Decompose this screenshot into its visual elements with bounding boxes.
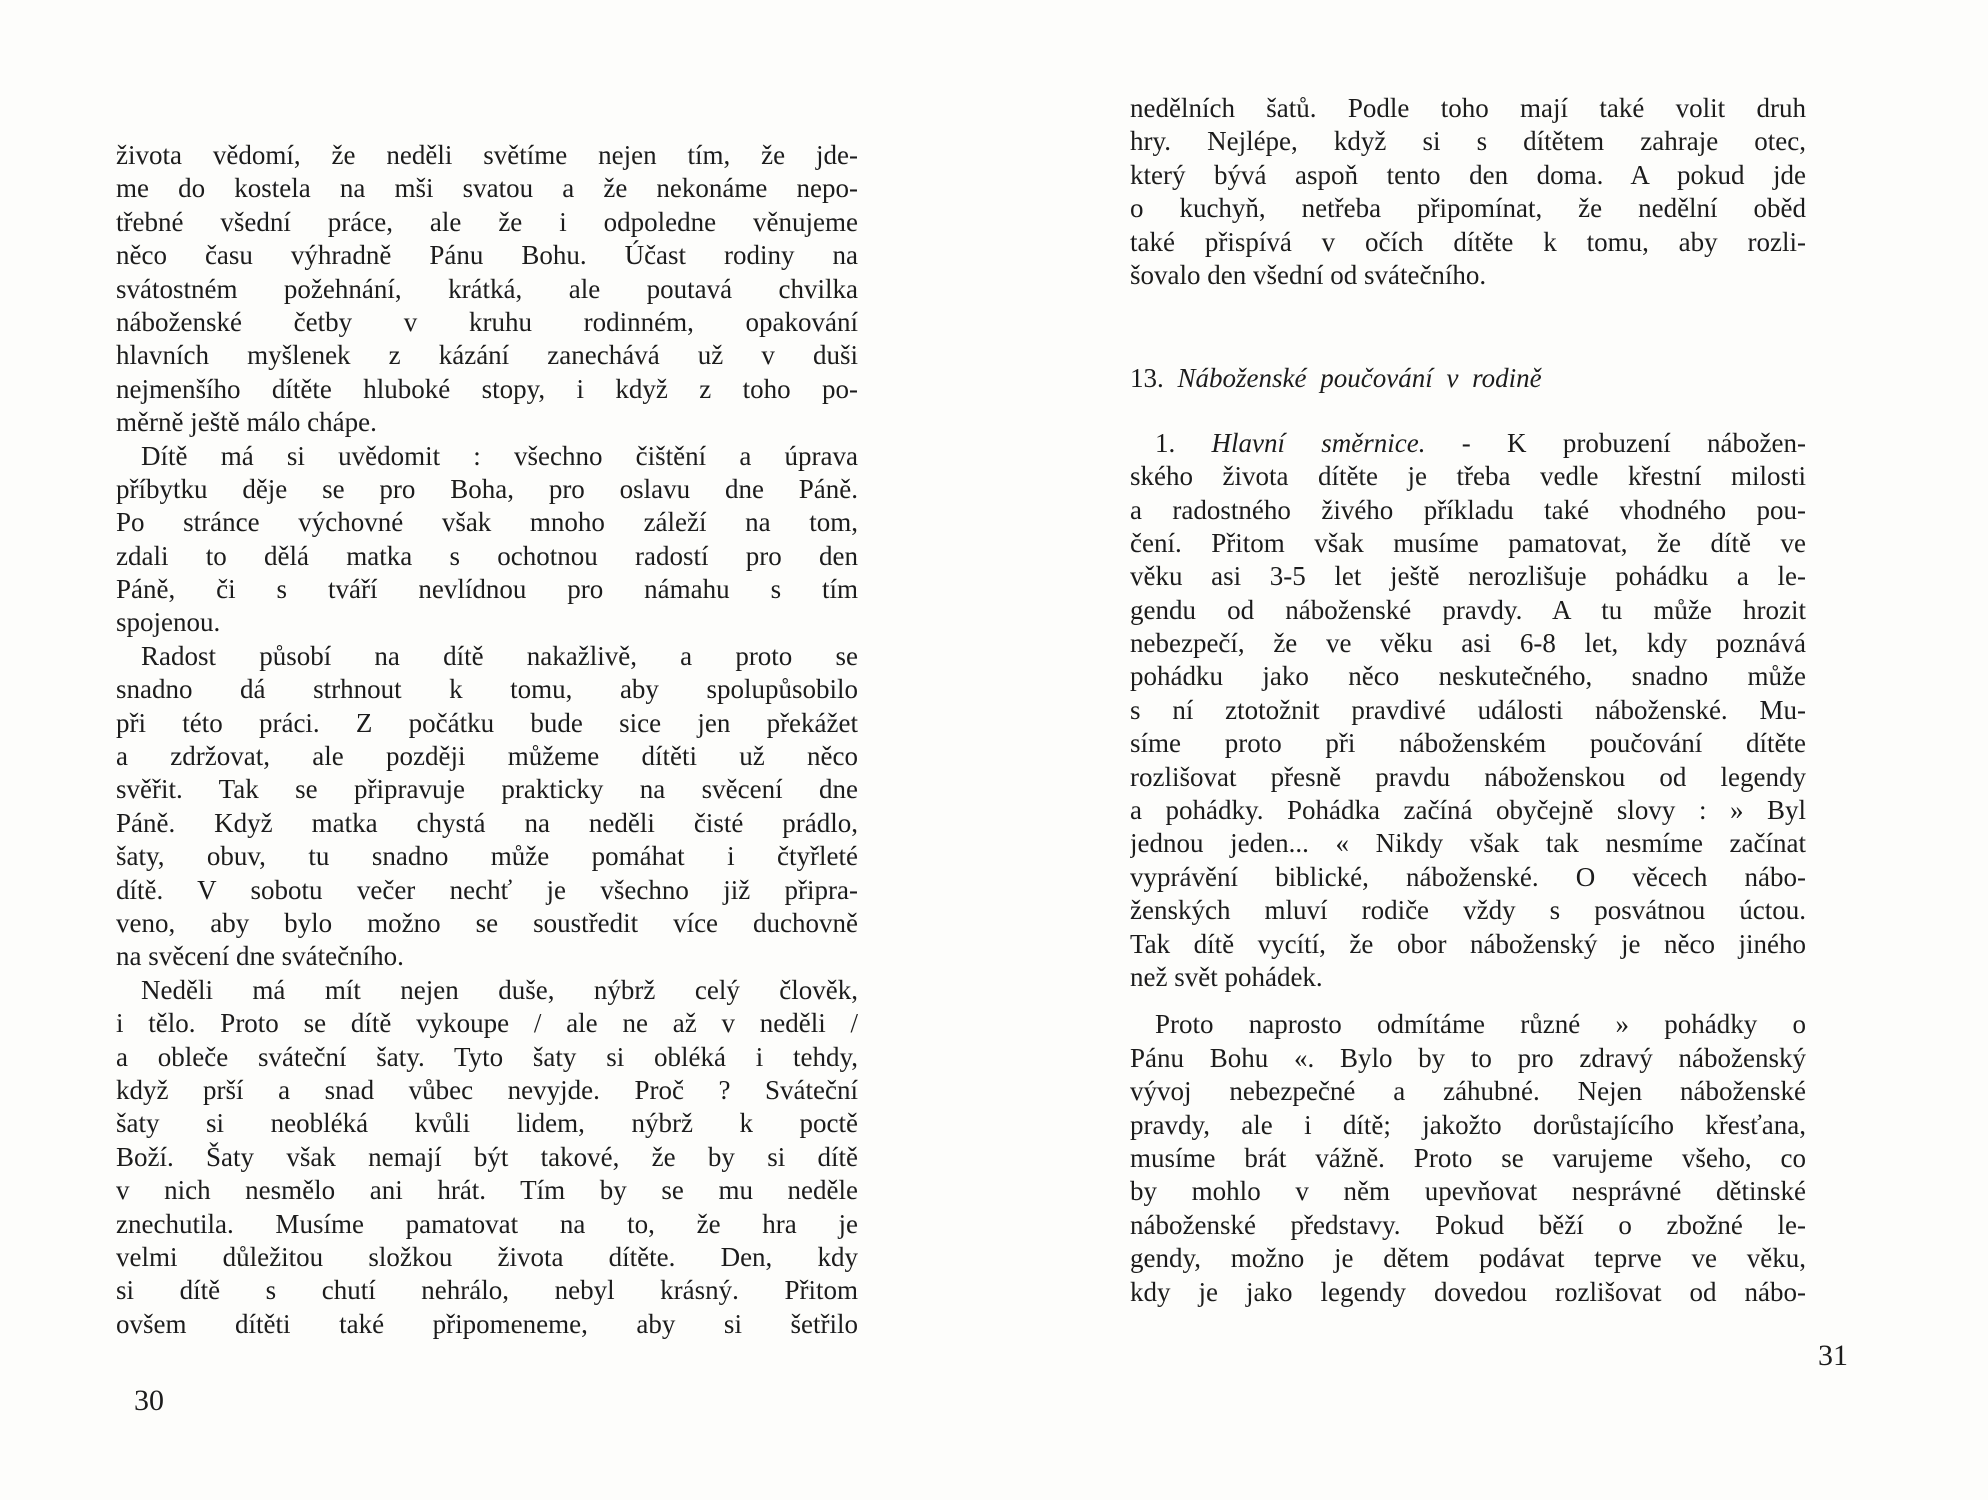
text: spojenou. [116,607,221,638]
text: a radostného živého příkladu také vhodného pou- [1130,494,1806,525]
text-line [1130,427,1806,460]
text-line [116,306,858,339]
text-line [1130,827,1806,860]
text: svátostném požehnání, krátká, ale poutavá chvilka [116,273,858,304]
text-line [1130,527,1806,560]
text-line [116,1208,858,1241]
text: i tělo. Proto se dítě vykoupe / ale ne až v neděli / [116,1008,858,1039]
text-line [1130,494,1806,527]
text-line [1130,594,1806,627]
text-line [116,1007,858,1040]
text-line [1130,560,1806,593]
text: 13. [1130,363,1178,394]
text-line [116,339,858,372]
text: by mohlo v něm upevňovat nesprávné dětinské [1130,1176,1806,1207]
text: příbytku děje se pro Boha, pro oslavu dne Páně. [116,473,858,504]
text: ovšem dítěti také připomeneme, aby si šetřilo [116,1308,858,1339]
text: při této práci. Z počátku bude sice jen překážet [116,707,858,738]
text-line [116,273,858,306]
text: v nich nesmělo ani hrát. Tím by se mu neděle [116,1175,858,1206]
text: rozlišovat přesně pravdu náboženskou od legendy [1130,761,1806,792]
text: Pánu Bohu «. Bylo by to pro zdravý náboženský [1130,1042,1806,1073]
text: dítě. V sobotu večer nechť je všechno již připra- [116,874,858,905]
text-line [1130,961,1806,994]
text-line [1130,192,1806,225]
text-line [116,840,858,873]
text-line [1130,125,1806,158]
text-line [116,606,858,639]
paragraph [1130,92,1806,292]
text: Radost působí na dítě nakažlivě, a proto se [141,640,858,671]
italic-text: Hlavní směrnice. [1211,427,1426,458]
text: hry. Nejlépe, když si s dítětem zahraje otec, [1130,126,1806,157]
text: Proto naprosto odmítáme různé » pohádky o [1155,1009,1806,1040]
paragraph [116,139,858,440]
text-line [116,940,858,973]
text: něco času výhradně Pánu Bohu. Účast rodiny na [116,240,858,271]
text: snadno dá strhnout k tomu, aby spolupůsobilo [116,674,858,705]
text: ženských mluví rodiče vždy s posvátnou úctou. [1130,895,1806,926]
text: šaty si neobléká kvůli lidem, nýbrž k poctě [116,1108,858,1139]
text-line [1130,1175,1806,1208]
text-line [116,139,858,172]
page-number-right: 31 [1818,1339,1848,1372]
text: veno, aby bylo možno se soustředit více duchovně [116,907,858,938]
text: gendy, možno je dětem podávat teprve ve věku, [1130,1243,1806,1274]
text: ského života dítěte je třeba vedle křestní milosti [1130,461,1806,492]
text-line [116,440,858,473]
text: o kuchyň, netřeba připomínat, že nedělní oběd [1130,193,1806,224]
text-line [116,673,858,706]
text-line [1130,1242,1806,1275]
text-line [1130,627,1806,660]
text: vyprávění biblické, náboženské. O věcech nábo- [1130,861,1806,892]
text-line [1130,660,1806,693]
text: Dítě má si uvědomit : všechno čištění a úprava [141,440,858,471]
text: který bývá aspoň tento den doma. A pokud jde [1130,159,1806,190]
text: a pohádky. Pohádka začíná obyčejně slovy : » Byl [1130,795,1806,826]
text-line [116,874,858,907]
text: svěřit. Tak se připravuje prakticky na svěcení dne [116,774,858,805]
text: - K probuzení nábožen- [1425,427,1806,458]
text-line [1130,928,1806,961]
text-line [116,1274,858,1307]
text: gendu od náboženské pravdy. A tu může hrozit [1130,594,1806,625]
text-line [116,506,858,539]
text: náboženské četby v kruhu rodinném, opakování [116,306,858,337]
text-line [1130,1276,1806,1309]
text-line [1130,694,1806,727]
text: me do kostela na mši svatou a že nekonáme nepo- [116,173,858,204]
text: pravdy, ale i dítě; jakožto dorůstajícího křesťana, [1130,1109,1806,1140]
text: a obleče sváteční šaty. Tyto šaty si obléká i tehdy, [116,1041,858,1072]
text-line [1130,92,1806,125]
text-line [1130,159,1806,192]
text-line [1130,794,1806,827]
text: vývoj nebezpečné a záhubné. Nejen náboženské [1130,1076,1806,1107]
text-line [116,1107,858,1140]
page-number-left: 30 [134,1384,164,1417]
section-heading [1130,362,1806,395]
text: šovalo den všední od svátečního. [1130,259,1487,290]
text: jednou jeden... « Nikdy však tak nesmíme začínat [1130,828,1806,859]
text-line [116,1308,858,1341]
text-line [116,406,858,439]
text-line [1130,1109,1806,1142]
text: na svěcení dne svátečního. [116,941,404,972]
text: nebezpečí, že ve věku asi 6-8 let, kdy poznává [1130,628,1806,659]
text: když prší a snad vůbec nevyjde. Proč ? Sváteční [116,1074,858,1105]
text: zdali to dělá matka s ochotnou radostí pro den [116,540,858,571]
italic-text: Náboženské poučování v rodině [1177,363,1542,394]
text: síme proto při náboženském poučování dítěte [1130,728,1806,759]
text-line [116,1141,858,1174]
text-line [116,540,858,573]
text-line [116,373,858,406]
paragraph [1130,427,1806,995]
text-line [1130,894,1806,927]
text-line [116,206,858,239]
text: pohádku jako něco neskutečného, snadno může [1130,661,1806,692]
text-line [1130,1142,1806,1175]
text: nejmenšího dítěte hluboké stopy, i když z toho po- [116,373,858,404]
text: musíme brát vážně. Proto se varujeme všeho, co [1130,1142,1806,1173]
text-line [1130,1209,1806,1242]
text: hlavních myšlenek z kázání zanechává už v duši [116,340,858,371]
paragraph [116,640,858,974]
text: náboženské představy. Pokud běží o zbožné le- [1130,1209,1806,1240]
text-line [116,172,858,205]
text-line [1130,362,1806,395]
text-line [116,807,858,840]
text: velmi důležitou složkou života dítěte. Den, kdy [116,1241,858,1272]
text: Po stránce výchovné však mnoho záleží na tom, [116,507,858,538]
text: Páně. Když matka chystá na neděli čisté prádlo, [116,807,858,838]
text: si dítě s chutí nehrálo, nebyl krásný. Přitom [116,1275,858,1306]
text-line [116,1041,858,1074]
text-line [1130,460,1806,493]
text-line [1130,1008,1806,1041]
text: čení. Přitom však musíme pamatovat, že dítě ve [1130,527,1806,558]
text-line [116,974,858,1007]
text-line [1130,259,1806,292]
text-line [1130,226,1806,259]
text: znechutila. Musíme pamatovat na to, že hra je [116,1208,858,1239]
text-line [1130,727,1806,760]
text: šaty, obuv, tu snadno může pomáhat i čtyřleté [116,841,858,872]
text: než svět pohádek. [1130,961,1323,992]
text-line [116,740,858,773]
text: s ní ztotožnit pravdivé události náboženské. Mu- [1130,694,1806,725]
paragraph [116,974,858,1341]
text: nedělních šatů. Podle toho mají také volit druh [1130,93,1806,123]
text: a zdržovat, ale později můžeme dítěti už něco [116,741,858,772]
text: měrně ještě málo chápe. [116,407,377,438]
text-line [116,1074,858,1107]
paragraph [1130,1008,1806,1309]
text-line [1130,861,1806,894]
right-text-column [1130,92,1806,1309]
text: 1. [1155,427,1212,458]
text-line [116,1174,858,1207]
text: Neděli má mít nejen duše, nýbrž celý člověk, [141,974,858,1005]
text: třebné všední práce, ale že i odpoledne věnujeme [116,206,858,237]
text-line [116,573,858,606]
text-line [116,239,858,272]
text-line [116,707,858,740]
text-line [1130,1075,1806,1108]
text: Páně, či s tváří nevlídnou pro námahu s tím [116,574,858,605]
left-text-column [116,139,858,1341]
text-line [1130,1042,1806,1075]
text: kdy je jako legendy dovedou rozlišovat od nábo- [1130,1276,1806,1307]
text: života vědomí, že neděli světíme nejen tím, že jde- [116,140,858,170]
text: Boží. Šaty však nemají být takové, že by si dítě [116,1141,858,1172]
text-line [116,640,858,673]
text-line [116,1241,858,1274]
paragraph [116,440,858,640]
text-line [116,907,858,940]
text: věku asi 3-5 let ještě nerozlišuje pohádku a le- [1130,561,1806,592]
text-line [116,473,858,506]
text-line [116,773,858,806]
text: také přispívá v očích dítěte k tomu, aby rozli- [1130,226,1806,257]
text: Tak dítě vycítí, že obor náboženský je něco jiného [1130,928,1806,959]
text-line [1130,761,1806,794]
